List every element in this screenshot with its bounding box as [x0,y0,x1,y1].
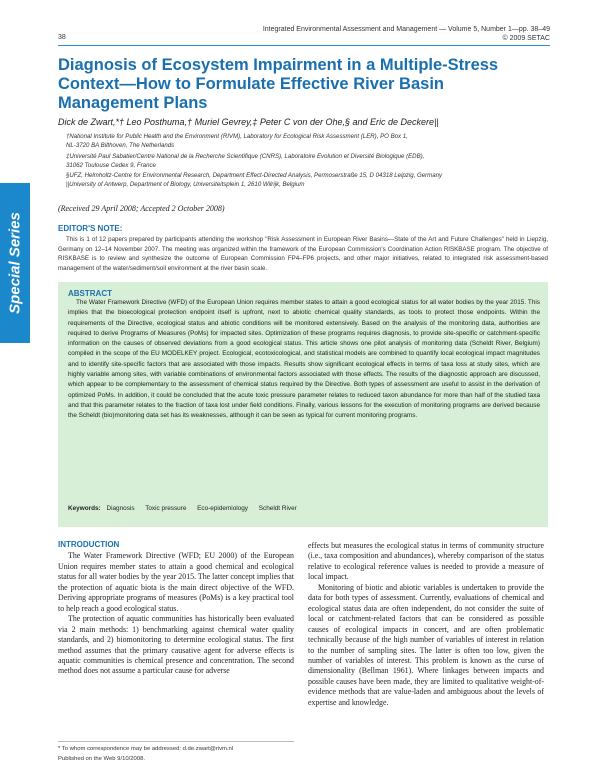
affiliation-line: ‡Université Paul Sabatier/Centre National de la Recherche Scientifique (CNRS), Laboratoire Evolution et Diversité Biologique (EDB), [66,153,425,160]
keyword: Scheldt River [258,505,297,512]
correspondence-note: * To whom correspondence may be addressed: d.de.zwart@rivm.nl [58,746,234,752]
special-series-label: Special Series [6,212,24,314]
received-dates: (Received 29 April 2008; Accepted 2 October 2008) [58,204,225,213]
affiliation-line: §UFZ, Helmholtz-Centre for Environmental Research, Department Effect-Directed Analysis, Permoserstraße 15, D 04318 Leipzig, Germany [66,172,443,179]
body-paragraph: The Water Framework Directive (WFD; EU 2000) of the European Union requires member states to attain a good chemical and ecological status for all water bodies by the year 2015. The latter concept implies that the protection of aquatic biota is the main direct objective of the WFD. Deriving appropriate programs of measures (PoMs) is a key practical tool to help reach a good ecological status. [58,551,294,613]
abstract-text: The Water Framework Directive (WFD) of the European Union requires member states to attain a good ecological status for all water bodies by the year 2015. This implies that the bioecological protection endpoint itself is upfront, next to abiotic chemical quality standards, as tools to protect those endpoints. Within the requirements of the Directive, ecological status and abiotic conditions will be monitored extensively. Based on the analysis of the monitoring data, authorities are required to derive Programs of Measures (PoMs) for impacted sites. Optimization of these programs requires diagnosis, to provide site-specific or catchment-specific information on the causes of observed deviations from a good ecological status. This article shows one pilot analysis of monitoring data (Scheldt River, Belgium) compiled in the scope of the EU MODELKEY project. Ecological, ecotoxicological, and statistical models are combined to quantify local ecological impact magnitudes and to identify site-specific factors that are associated with those impacts. Results show significant ecological effects in terms of taxa loss at study sites, which are highly variable among sites, with variable combinations of environmental factors associated with those effects. The results of the diagnostic approach are discussed, which appear to be complementary to the assessment of chemical status required by the Directive. Both types of assessment are useful to assist in the derivation of optimized PoMs. In addition, it could be concluded that the acute toxic pressure parameter relates to reduced taxon abundance for more than half of the studied taxa and that this parameter relates to the fraction of taxa lost under field conditions. Finally, various lessons for the execution of monitoring programs are derived because the Scheldt (bio)monitoring data set has its weaknesses, although it can be seen as typical for current monitoring programs. [68,299,540,420]
keyword: Eco-epidemiology [197,505,248,512]
keywords-label: Keywords: [68,505,101,512]
abstract-heading: ABSTRACT [68,289,112,298]
body-paragraph: Monitoring of biotic and abiotic variables is undertaken to provide the data for both types of assessment. Currently, evaluations of chemical and ecological status data are often independent, do not consider the suite of local or catchment-related factors that can be considered as possible causes of ecological impacts in concert, and are often problematic technically because of the high number of variables of interest in relation to the number of sampling sites. The latter is often too low, given the number of variables of interest. This problem is known as the curse of dimensionality (Bellman 1961). Where linkages between impacts and possible causes have been made, they are limited to qualitative weight-of-evidence methods that are value-laden and ambiguous about the levels of expertise and knowledge. [308,582,544,707]
keyword: Diagnosis [106,505,135,512]
affiliation-line: ||University of Antwerp, Department of Biology, Universiteitsplein 1, 2610 Wilrijk, Belgium [66,181,305,188]
affiliation-line: NL-3720 BA Bilthoven, The Netherlands [66,142,175,149]
affiliation-line: †National Institute for Public Health and the Environment (RIVM), Laboratory for Ecological Risk Assessment (LER), PO Box 1, [66,133,408,140]
author-list: Dick de Zwart,*† Leo Posthuma,† Muriel Gevrey,‡ Peter C von der Ohe,§ and Eric de Deckere|| [58,117,439,127]
journal-line: Integrated Environmental Assessment and Management — Volume 5, Number 1—pp. 38–49 [262,26,550,33]
abstract-box [58,282,548,527]
journal-header [263,25,550,43]
editors-note-text: This is 1 of 12 papers prepared by participants attending the workshop "Risk Assessment in European River Basins—State of the Art and Future Challenges" held in Liepzig, Germany on 12–14 November 2007. The meeting was organized within the framework of the European Commission's Coordination Action RISKBASE program. The objective of RISKBASE is to review and synthesize the outcome of European Commission FP4–FP6 projects, and other major initiatives, related to integrated risk assessment-based management of the water/sediment/soil environment at the river basin scale. [58,236,548,273]
header-divider [58,45,550,46]
body-paragraph: The protection of aquatic communities has historically been evaluated via 2 main methods: 1) benchmarking against chemical water quality standards, and 2) biomonitoring to determine ecological status. The first method assumes that the primary causative agent for adverse effects is aquatic communities is chemical presence and concentration. The second method does not assume a particular cause for adverse [58,614,294,676]
body-column-left [58,540,294,677]
introduction-heading: INTRODUCTION [58,540,120,549]
editors-note-heading: EDITOR'S NOTE: [58,224,123,233]
published-note: Published on the Web 9/10/2008. [58,756,146,762]
affiliation-line: 31062 Toulouse Cedex 9, France [66,162,156,169]
article-title: Diagnosis of Ecosystem Impairment in a Multiple-Stress Context—How to Formulate Effective River Basin Management Plans [58,56,499,112]
page-number: 38 [58,34,66,41]
copyright: © 2009 SETAC [502,35,550,42]
special-series-tab [0,183,30,343]
footnote-divider [58,741,294,742]
footnotes [58,744,294,764]
body-column-right [308,541,544,708]
keyword: Toxic pressure [145,505,187,512]
body-paragraph: effects but measures the ecological status in terms of community structure (i.e., taxa composition and abundances), whereby comparison of the status relative to ecological reference values is needed to provide a measure of local impact. [308,541,544,582]
keywords [68,505,306,512]
